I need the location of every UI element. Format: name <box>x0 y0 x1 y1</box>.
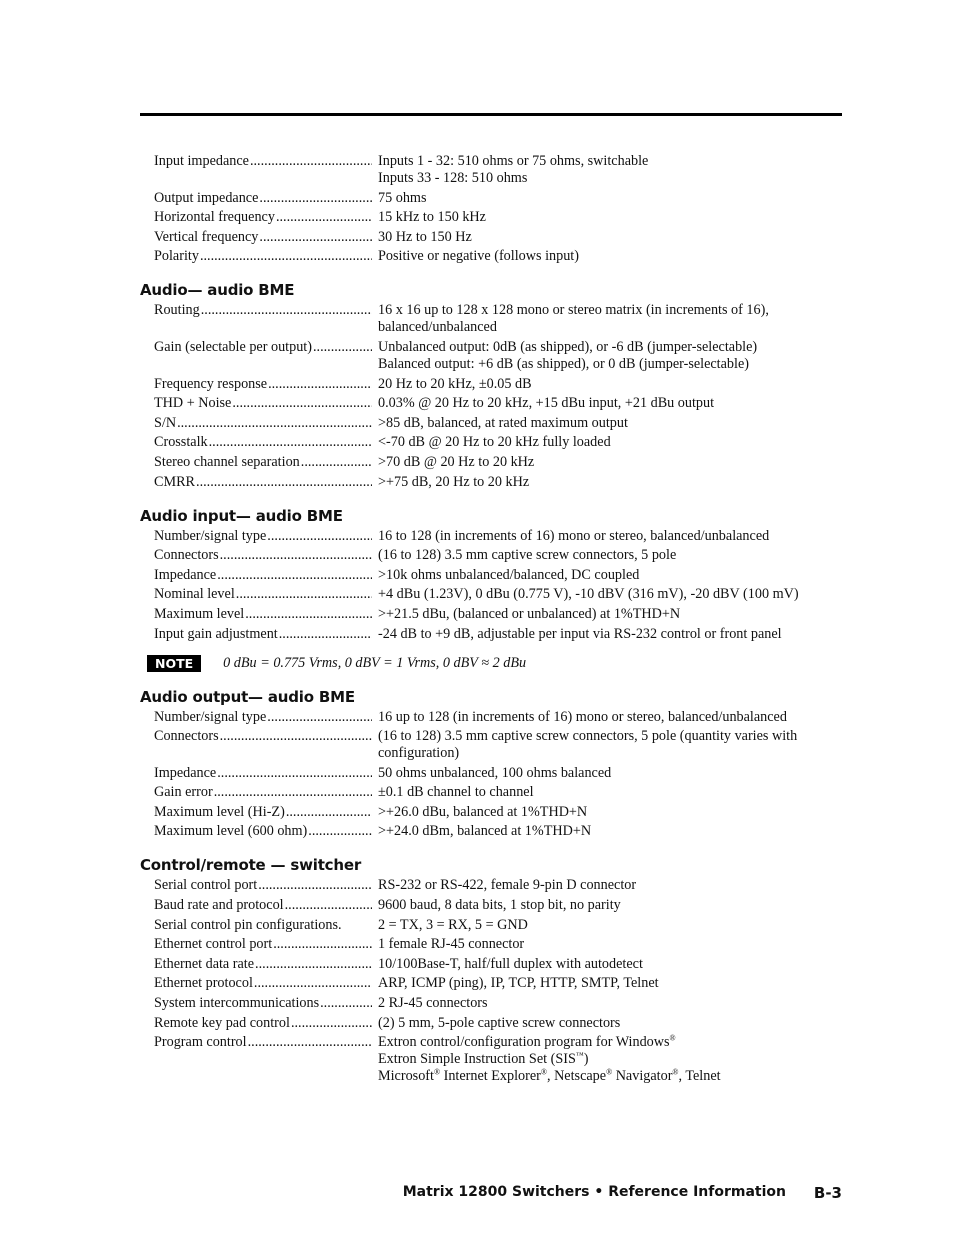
dot-leader <box>308 823 372 840</box>
spec-row-ethernet-protocol <box>140 975 842 992</box>
spec-label-text: S/N <box>154 414 177 431</box>
spec-label-text: Polarity <box>154 248 199 265</box>
section-heading-control-remote-switcher: Control/remote — switcher <box>140 856 362 875</box>
spec-value-line: >10k ohms unbalanced/balanced, DC coupled <box>378 566 640 583</box>
spec-value-line: -24 dB to +9 dB, adjustable per input via RS-232 control or front panel <box>378 625 782 642</box>
spec-label <box>154 153 372 170</box>
dot-leader <box>217 567 372 584</box>
spec-value-line: (16 to 128) 3.5 mm captive screw connectors, 5 pole <box>378 547 677 564</box>
spec-label <box>154 1034 372 1051</box>
dot-leader <box>201 302 372 319</box>
spec-value-line: 2 RJ-45 connectors <box>378 995 488 1012</box>
spec-row-routing <box>140 302 842 336</box>
spec-label <box>154 975 372 992</box>
spec-value-line: balanced/unbalanced <box>378 319 497 336</box>
spec-label-text: Maximum level (Hi-Z) <box>154 803 285 820</box>
spec-row-input-impedance <box>140 153 842 187</box>
spec-row-crosstalk <box>140 434 842 451</box>
spec-label-text: THD + Noise <box>154 395 232 412</box>
spec-value <box>378 936 842 953</box>
dot-leader <box>267 528 372 545</box>
spec-value-line: (16 to 128) 3.5 mm captive screw connectors, 5 pole (quantity varies with <box>378 728 798 745</box>
spec-row-ethernet-data-rate <box>140 956 842 973</box>
spec-value-line: RS-232 or RS-422, female 9-pin D connector <box>378 877 637 894</box>
spec-value <box>378 586 842 603</box>
spec-label-text: Nominal level <box>154 586 235 603</box>
spec-label-text: Gain error <box>154 784 213 801</box>
spec-row-baud-rate-and-protocol <box>140 897 842 914</box>
spec-value-line: 9600 baud, 8 data bits, 1 stop bit, no parity <box>378 897 621 914</box>
spec-value-line: 50 ohms unbalanced, 100 ohms balanced <box>378 764 612 781</box>
dot-leader <box>291 1015 372 1032</box>
spec-label-text: Number/signal type <box>154 527 267 544</box>
spec-value <box>378 209 842 226</box>
spec-row-serial-control-pin-configurations <box>140 917 842 934</box>
spec-value-line: 16 x 16 up to 128 x 128 mono or stereo matrix (in increments of 16), <box>378 302 769 319</box>
spec-value <box>378 395 842 412</box>
spec-value-line: Inputs 1 - 32: 510 ohms or 75 ohms, switchable <box>378 153 649 169</box>
spec-value <box>378 877 842 894</box>
spec-value <box>378 917 842 934</box>
spec-value <box>378 975 842 992</box>
spec-label <box>154 626 372 643</box>
spec-row-ethernet-control-port <box>140 936 842 953</box>
spec-value <box>378 606 842 623</box>
spec-label <box>154 248 372 265</box>
note-badge: NOTE <box>147 655 201 672</box>
spec-value-line: 10/100Base-T, half/full duplex with autodetect <box>378 955 643 972</box>
spec-label <box>154 804 372 821</box>
spec-row-serial-control-port <box>140 877 842 894</box>
section-heading-audio-input-audio-bme: Audio input— audio BME <box>140 506 343 525</box>
spec-value <box>378 765 842 782</box>
footer-title: Matrix 12800 Switchers • Reference Information <box>402 1184 786 1200</box>
spec-label-text: Stereo channel separation <box>154 453 300 470</box>
spec-label-text: Crosstalk <box>154 434 208 451</box>
dot-leader <box>267 709 372 726</box>
spec-label <box>154 547 372 564</box>
spec-row-number-signal-type <box>140 528 842 545</box>
dot-leader <box>320 995 372 1012</box>
spec-label-text: Routing <box>154 302 200 319</box>
spec-value <box>378 190 842 207</box>
dot-leader <box>236 586 372 603</box>
spec-value <box>378 1034 842 1085</box>
spec-section <box>140 281 842 490</box>
dot-leader <box>279 626 372 643</box>
spec-label <box>154 474 372 491</box>
dot-leader <box>276 209 372 226</box>
spec-value <box>378 823 842 840</box>
spec-label-text: Frequency response <box>154 375 268 392</box>
spec-value-line: Extron Simple Instruction Set (SIS™) <box>378 1050 589 1068</box>
spec-row-output-impedance <box>140 190 842 207</box>
spec-value-line: Inputs 33 - 128: 510 ohms <box>378 170 528 186</box>
spec-row-maximum-level-hi-z <box>140 804 842 821</box>
dot-leader <box>217 765 372 782</box>
spec-value-line: >+24.0 dBm, balanced at 1%THD+N <box>378 823 592 840</box>
spec-value <box>378 626 842 643</box>
spec-value <box>378 474 842 491</box>
spec-value <box>378 454 842 471</box>
spec-label <box>154 434 372 451</box>
spec-label <box>154 765 372 782</box>
spec-label-text: Horizontal frequency <box>154 209 275 226</box>
spec-label <box>154 339 372 356</box>
dot-leader <box>259 190 372 207</box>
spec-section <box>140 688 842 841</box>
spec-label <box>154 302 372 319</box>
spec-value <box>378 956 842 973</box>
spec-label-text: CMRR <box>154 473 196 490</box>
dot-leader <box>259 229 372 246</box>
spec-row-impedance <box>140 765 842 782</box>
dot-leader <box>209 434 372 451</box>
spec-label <box>154 528 372 545</box>
dot-leader <box>177 415 372 432</box>
spec-label <box>154 897 372 914</box>
spec-row-program-control <box>140 1034 842 1085</box>
spec-label-text: Serial control pin configurations. <box>154 916 342 933</box>
spec-label <box>154 936 372 953</box>
spec-value <box>378 1015 842 1032</box>
spec-value <box>378 302 842 336</box>
spec-value-line: 16 up to 128 (in increments of 16) mono or stereo, balanced/unbalanced <box>378 708 787 725</box>
spec-value <box>378 547 842 564</box>
spec-label <box>154 415 372 432</box>
spec-value <box>378 376 842 393</box>
spec-row-maximum-level <box>140 606 842 623</box>
section-heading-audio-audio-bme: Audio— audio BME <box>140 281 295 300</box>
spec-value-line: >+26.0 dBu, balanced at 1%THD+N <box>378 803 588 820</box>
spec-label-text: Vertical frequency <box>154 228 259 245</box>
spec-label <box>154 229 372 246</box>
spec-value-line: configuration) <box>378 745 460 762</box>
spec-section <box>140 153 842 265</box>
spec-label <box>154 1015 372 1032</box>
dot-leader <box>220 547 372 564</box>
spec-row-input-gain-adjustment <box>140 626 842 643</box>
spec-row-remote-key-pad-control <box>140 1015 842 1032</box>
spec-label <box>154 567 372 584</box>
dot-leader <box>285 897 372 914</box>
spec-value <box>378 229 842 246</box>
spec-row-impedance <box>140 567 842 584</box>
spec-value-line: <-70 dB @ 20 Hz to 20 kHz fully loaded <box>378 434 611 451</box>
spec-value <box>378 784 842 801</box>
spec-value-line: (2) 5 mm, 5-pole captive screw connectors <box>378 1014 621 1031</box>
spec-value-line: Unbalanced output: 0dB (as shipped), or -6 dB (jumper-selectable) <box>378 338 758 355</box>
spec-row-frequency-response <box>140 376 842 393</box>
spec-value-line: >85 dB, balanced, at rated maximum output <box>378 414 628 431</box>
spec-value-line: ARP, ICMP (ping), IP, TCP, HTTP, SMTP, Telnet <box>378 975 659 992</box>
dot-leader <box>214 784 372 801</box>
note-text: 0 dBu = 0.775 Vrms, 0 dBV = 1 Vrms, 0 dBV ≈ 2 dBu <box>223 654 527 671</box>
spec-row-gain-error <box>140 784 842 801</box>
spec-label <box>154 709 372 726</box>
dot-leader <box>250 153 372 170</box>
spec-label-text: Connectors <box>154 728 219 745</box>
note-callout <box>140 655 842 672</box>
dot-leader <box>273 936 372 953</box>
spec-row-polarity <box>140 248 842 265</box>
spec-label <box>154 190 372 207</box>
spec-value <box>378 897 842 914</box>
dot-leader <box>200 248 372 265</box>
dot-leader <box>248 1034 372 1051</box>
spec-label-text: Ethernet protocol <box>154 975 253 992</box>
spec-value-line: Positive or negative (follows input) <box>378 248 579 265</box>
spec-label-text: Maximum level (600 ohm) <box>154 823 308 840</box>
spec-label-text: Maximum level <box>154 605 245 622</box>
spec-value <box>378 728 842 762</box>
spec-value <box>378 415 842 432</box>
spec-content <box>140 153 842 1088</box>
dot-leader <box>313 339 372 356</box>
dot-leader <box>254 975 372 992</box>
spec-label <box>154 209 372 226</box>
spec-value-line: >70 dB @ 20 Hz to 20 kHz <box>378 453 535 470</box>
spec-value-line: +4 dBu (1.23V), 0 dBu (0.775 V), -10 dBV (316 mV), -20 dBV (100 mV) <box>378 586 799 603</box>
spec-label-text: Program control <box>154 1034 247 1051</box>
spec-label-text: Number/signal type <box>154 708 267 725</box>
spec-value <box>378 804 842 821</box>
section-heading-audio-output-audio-bme: Audio output— audio BME <box>140 687 355 706</box>
spec-row-stereo-channel-separation <box>140 454 842 471</box>
spec-label <box>154 956 372 973</box>
dot-leader <box>258 877 372 894</box>
dot-leader <box>220 728 372 745</box>
spec-row-gain-selectable-per-output <box>140 339 842 373</box>
spec-value <box>378 434 842 451</box>
dot-leader <box>286 804 372 821</box>
dot-leader <box>268 376 372 393</box>
spec-value-line: 0.03% @ 20 Hz to 20 kHz, +15 dBu input, +21 dBu output <box>378 395 715 412</box>
spec-value-line: Balanced output: +6 dB (as shipped), or 0 dB (jumper-selectable) <box>378 355 749 372</box>
spec-label <box>154 606 372 623</box>
spec-row-system-intercommunications <box>140 995 842 1012</box>
spec-value <box>378 248 842 265</box>
spec-label-text: Input gain adjustment <box>154 625 278 642</box>
spec-row-connectors <box>140 728 842 762</box>
spec-label <box>154 454 372 471</box>
spec-row-connectors <box>140 547 842 564</box>
spec-label <box>154 917 372 934</box>
spec-label-text: Serial control port <box>154 877 258 894</box>
spec-label <box>154 728 372 745</box>
spec-value-line: Microsoft® Internet Explorer®, Netscape® Navigator®, Telnet <box>378 1067 721 1085</box>
spec-value <box>378 153 842 187</box>
dot-leader <box>301 454 372 471</box>
spec-label <box>154 395 372 412</box>
spec-section <box>140 856 842 1085</box>
spec-label-text: System intercommunications <box>154 995 320 1012</box>
spec-label-text: Impedance <box>154 566 217 583</box>
spec-label <box>154 586 372 603</box>
spec-label-text: Remote key pad control <box>154 1014 290 1031</box>
spec-value <box>378 709 842 726</box>
spec-value <box>378 567 842 584</box>
spec-label-text: Gain (selectable per output) <box>154 338 312 355</box>
spec-value <box>378 528 842 545</box>
spec-row-vertical-frequency <box>140 229 842 246</box>
spec-label <box>154 877 372 894</box>
spec-label <box>154 784 372 801</box>
spec-label-text: Output impedance <box>154 189 259 206</box>
spec-value-line: 75 ohms <box>378 189 427 206</box>
spec-label-text: Impedance <box>154 764 217 781</box>
spec-row-nominal-level <box>140 586 842 603</box>
spec-label-text: Connectors <box>154 547 219 564</box>
dot-leader <box>255 956 372 973</box>
spec-label <box>154 995 372 1012</box>
spec-value-line: 16 to 128 (in increments of 16) mono or stereo, balanced/unbalanced <box>378 527 770 544</box>
spec-label-text: Input impedance <box>154 153 249 169</box>
spec-label-text: Ethernet data rate <box>154 955 255 972</box>
spec-value-line: 20 Hz to 20 kHz, ±0.05 dB <box>378 375 532 392</box>
spec-row-horizontal-frequency <box>140 209 842 226</box>
spec-section <box>140 507 842 672</box>
page-number: B-3 <box>813 1184 842 1202</box>
spec-label-text: Ethernet control port <box>154 936 273 953</box>
spec-value-line: 30 Hz to 150 Hz <box>378 228 472 245</box>
spec-value-line: Extron control/configuration program for Windows® <box>378 1033 676 1051</box>
spec-label <box>154 376 372 393</box>
spec-row-maximum-level-600-ohm <box>140 823 842 840</box>
spec-value <box>378 995 842 1012</box>
spec-value-line: ±0.1 dB channel to channel <box>378 784 534 801</box>
spec-value-line: >+75 dB, 20 Hz to 20 kHz <box>378 473 530 490</box>
spec-row-number-signal-type <box>140 709 842 726</box>
spec-label-text: Baud rate and protocol <box>154 897 284 914</box>
spec-row-cmrr <box>140 474 842 491</box>
spec-row-s-n <box>140 415 842 432</box>
spec-row-thd-noise <box>140 395 842 412</box>
header-rule <box>140 113 842 116</box>
spec-value-line: 2 = TX, 3 = RX, 5 = GND <box>378 916 528 933</box>
spec-value-line: >+21.5 dBu, (balanced or unbalanced) at 1%THD+N <box>378 605 681 622</box>
spec-value-line: 15 kHz to 150 kHz <box>378 209 486 226</box>
dot-leader <box>245 606 372 623</box>
spec-value-line: 1 female RJ-45 connector <box>378 936 525 953</box>
spec-value <box>378 339 842 373</box>
spec-label <box>154 823 372 840</box>
dot-leader <box>232 395 372 412</box>
dot-leader <box>196 474 372 491</box>
